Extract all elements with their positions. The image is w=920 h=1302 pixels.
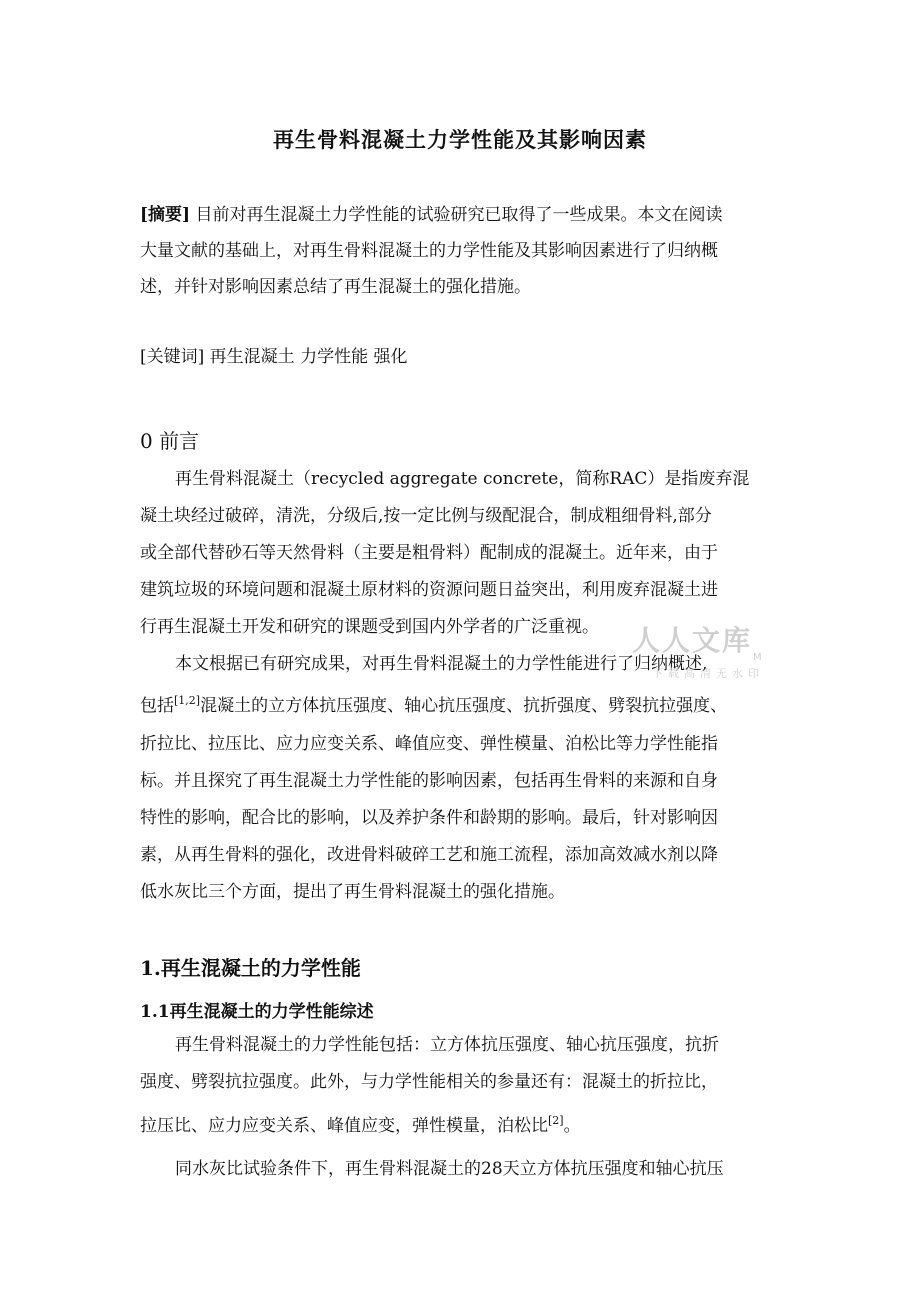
citation-ref: [1,2] [174, 694, 201, 707]
page-title: 再生骨料混凝土力学性能及其影响因素 [273, 127, 647, 152]
keywords-line [140, 342, 407, 372]
abstract-line-2: 大量文献的基础上，对再生骨料混凝土的力学性能及其影响因素进行了归纳概 [140, 241, 718, 261]
paragraph-line: 标。并且探究了再生混凝土力学性能的影响因素，包括再生骨料的来源和自身 [140, 771, 718, 791]
paragraph-line: 或全部代替砂石等天然骨料（主要是粗骨料）配制成的混凝土。近年来，由于 [140, 543, 718, 563]
paragraph-line: 素，从再生骨料的强化，改进骨料破碎工艺和施工流程，添加高效减水剂以降 [140, 845, 718, 865]
abstract-label: [摘要] [140, 205, 191, 225]
abstract-line-3: 述，并针对影响因素总结了再生混凝土的强化措施。 [140, 277, 531, 297]
abstract-line-1 [140, 200, 723, 230]
paragraph-line: 再生骨料混凝土（recycled aggregate concrete，简称RAC）是指废弃混 [175, 469, 750, 489]
section-1-1-heading: 1.1再生混凝土的力学性能综述 [140, 1002, 374, 1022]
citation-ref: [2] [548, 1114, 564, 1127]
paragraph-line: 建筑垃圾的环境问题和混凝土原材料的资源问题日益突出，利用废弃混凝土进 [140, 580, 718, 600]
watermark-logo-text: 人人文库 [632, 624, 753, 657]
text-span: 。 [563, 1116, 581, 1136]
paragraph-line: 同水灰比试验条件下，再生骨料混凝土的28天立方体抗压强度和轴心抗压 [175, 1159, 724, 1179]
watermark [632, 619, 782, 680]
keywords-text: 再生混凝土 力学性能 强化 [209, 347, 408, 367]
paragraph-line: 低水灰比三个方面，提出了再生骨料混凝土的强化措施。 [140, 882, 565, 902]
abstract-text: 目前对再生混凝土力学性能的试验研究已取得了一些成果。本文在阅读 [195, 205, 723, 225]
paragraph-line: 折拉比、拉压比、应力应变关系、峰值应变、弹性模量、泊松比等力学性能指 [140, 734, 718, 754]
watermark-letter: M [753, 652, 762, 663]
paragraph-line: 本文根据已有研究成果，对再生骨料混凝土的力学性能进行了归纳概述, [175, 654, 708, 674]
text-span: 混凝土的立方体抗压强度、轴心抗压强度、抗折强度、劈裂抗拉强度、 [200, 696, 728, 716]
text-span: 拉压比、应力应变关系、峰值应变，弹性模量，泊松比 [140, 1116, 548, 1136]
paragraph-line: 凝土块经过破碎，清洗，分级后,按一定比例与级配混合，制成粗细骨料,部分 [140, 506, 712, 526]
paragraph-line: 再生骨料混凝土的力学性能包括：立方体抗压强度、轴心抗压强度，抗折 [175, 1035, 719, 1055]
section-1-heading: 1.再生混凝土的力学性能 [140, 956, 361, 980]
paragraph-line-with-citation [140, 1111, 581, 1141]
section-0-heading: 0 前言 [140, 429, 200, 453]
paragraph-line: 行再生混凝土开发和研究的课题受到国内外学者的广泛重视。 [140, 617, 599, 637]
watermark-subtitle: 下载高清无水印 [652, 667, 764, 680]
paragraph-line: 特性的影响，配合比的影响，以及养护条件和龄期的影响。最后，针对影响因 [140, 808, 718, 828]
paragraph-line: 强度、劈裂抗拉强度。此外，与力学性能相关的参量还有：混凝土的折拉比， [140, 1072, 718, 1092]
text-span: 包括 [140, 696, 174, 716]
keywords-label: [关键词] [140, 347, 205, 367]
paragraph-line-with-citation [140, 691, 727, 721]
